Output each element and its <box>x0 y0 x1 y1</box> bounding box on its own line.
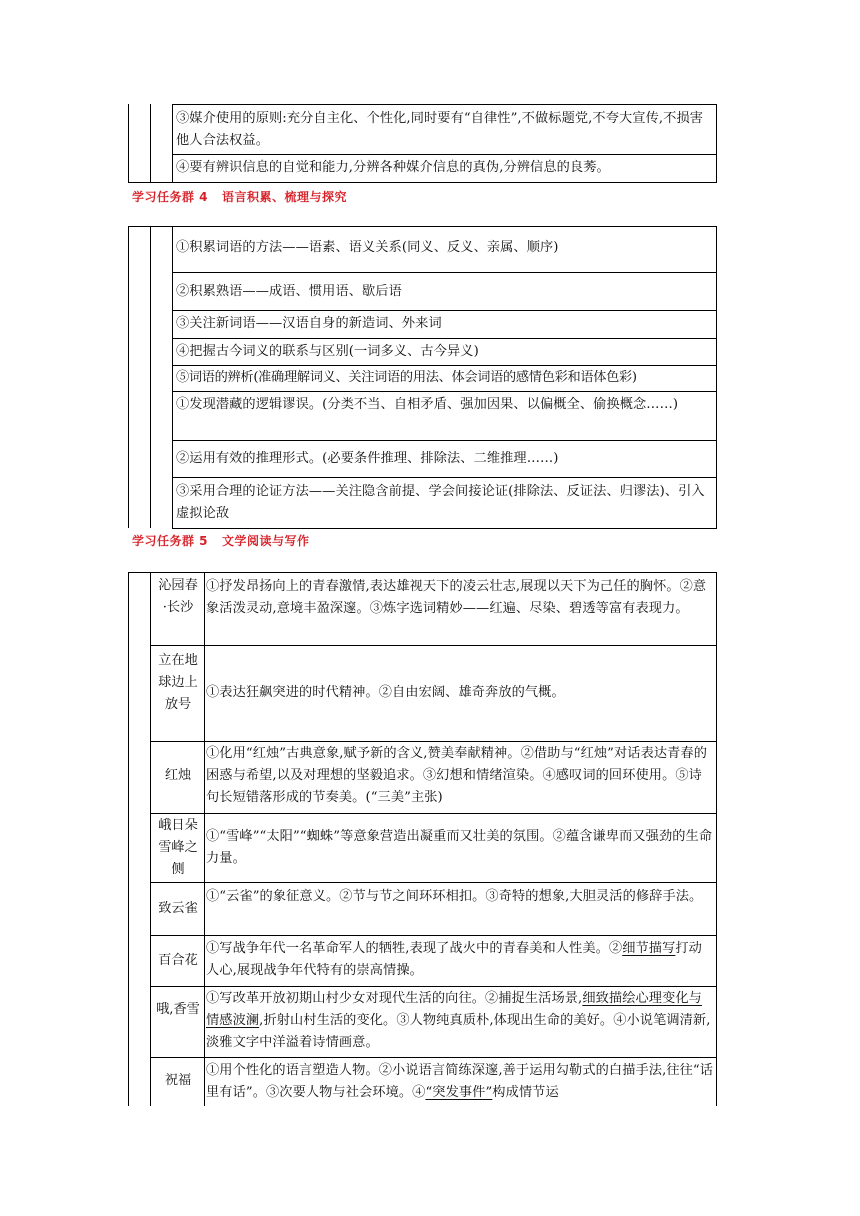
work-title: 立在地球边上放号 <box>158 653 198 712</box>
work-title: 哦,香雪 <box>156 1002 200 1017</box>
table-row: ①表达狂飙突进的时代精神。②自由宏阔、雄奇奔放的气概。 <box>206 685 565 700</box>
text-part: ,折射山村生活的变化。③人物纯真质朴,体现出生命的美好。④小说笔调清新,淡雅文字中洋溢着诗情画意。 <box>206 1013 711 1050</box>
table-row <box>206 938 714 982</box>
table-row: ③采用合理的论证方法——关注隐含前提、学会间接论证(排除法、反证法、归谬法)、引入虚拟论敌 <box>176 484 705 521</box>
table-row: ⑤词语的辨析(准确理解词义、关注词语的用法、体会词语的感情色彩和语体色彩) <box>176 370 637 385</box>
section-heading-5 <box>132 532 310 549</box>
text-part: ①写战争年代一名革命军人的牺牲,表现了战火中的青春美和人性美。② <box>206 941 623 956</box>
text-part: 打动人心,展现战争年代特有的崇高情操。 <box>206 941 702 978</box>
table-row: ②积累熟语——成语、惯用语、歇后语 <box>176 284 402 299</box>
table-row: ①“雪峰”“太阳”“蜘蛛”等意象营造出凝重而又壮美的氛围。②蕴含谦卑而又强劲的生命力量。 <box>206 829 713 866</box>
table-row: ①发现潜藏的逻辑谬误。(分类不当、自相矛盾、强加因果、以偏概全、偷换概念……) <box>176 397 679 412</box>
underlined-text: 细致描绘心理变化与情感波澜 <box>206 991 702 1028</box>
underlined-text: 细节描写 <box>622 941 676 956</box>
work-title: 祝福 <box>164 1073 192 1088</box>
table-row <box>206 1060 714 1104</box>
section-number: 学习任务群 4 <box>132 190 209 204</box>
section-title: 语言积累、梳理与探究 <box>222 190 348 204</box>
table-row: ①积累词语的方法——语素、语义关系(同义、反义、亲属、顺序) <box>176 240 559 255</box>
section-heading-4 <box>132 188 347 205</box>
table-row: ③媒介使用的原则:充分自主化、个性化,同时要有“自律性”,不做标题党,不夸大宣传,不损害他人合法权益。 <box>176 111 704 148</box>
table-row: ①抒发昂扬向上的青春激情,表达雄视天下的凌云壮志,展现以天下为己任的胸怀。②意象活泼灵动,意境丰盈深邃。③炼字选词精妙——红遍、尽染、碧透等富有表现力。 <box>206 579 707 616</box>
table-row: ①化用“红烛”古典意象,赋予新的含义,赞美奉献精神。②借助与“红烛”对话表达青春的困惑与希望,以及对理想的坚毅追求。③幻想和情绪渲染。④感叹词的回环使用。⑤诗句长短错落形成的节奏美。(“三美”主张) <box>206 746 708 805</box>
table-row: ④要有辨识信息的自觉和能力,分辨各种媒介信息的真伪,分辨信息的良莠。 <box>176 160 610 175</box>
work-title: 沁园春·长沙 <box>158 578 198 615</box>
work-title: 致云雀 <box>158 901 198 916</box>
text-part: 构成情节运 <box>492 1085 559 1100</box>
table-row: ①“云雀”的象征意义。②节与节之间环环相扣。③奇特的想象,大胆灵活的修辞手法。 <box>206 889 703 904</box>
table-row: ②运用有效的推理形式。(必要条件推理、排除法、二维推理……) <box>176 451 559 466</box>
table-row: ③关注新词语——汉语自身的新造词、外来词 <box>176 316 442 331</box>
table-row <box>206 988 714 1054</box>
work-title: 百合花 <box>158 953 198 968</box>
work-title: 峨日朵雪峰之侧 <box>158 818 198 877</box>
text-part: ①用个性化的语言塑造人物。②小说语言简练深邃,善于运用勾勒式的白描手法,往往“话里有话”。③次要人物与社会环境。④ <box>206 1063 714 1100</box>
section-title: 文学阅读与写作 <box>222 534 310 548</box>
section-number: 学习任务群 5 <box>132 534 209 548</box>
table-row: ④把握古今词义的联系与区别(一词多义、古今异义) <box>176 344 479 359</box>
text-part: ①写改革开放初期山村少女对现代生活的向往。②捕捉生活场景, <box>206 991 583 1006</box>
underlined-text: “突发事件” <box>425 1085 493 1100</box>
work-title: 红烛 <box>164 768 192 783</box>
